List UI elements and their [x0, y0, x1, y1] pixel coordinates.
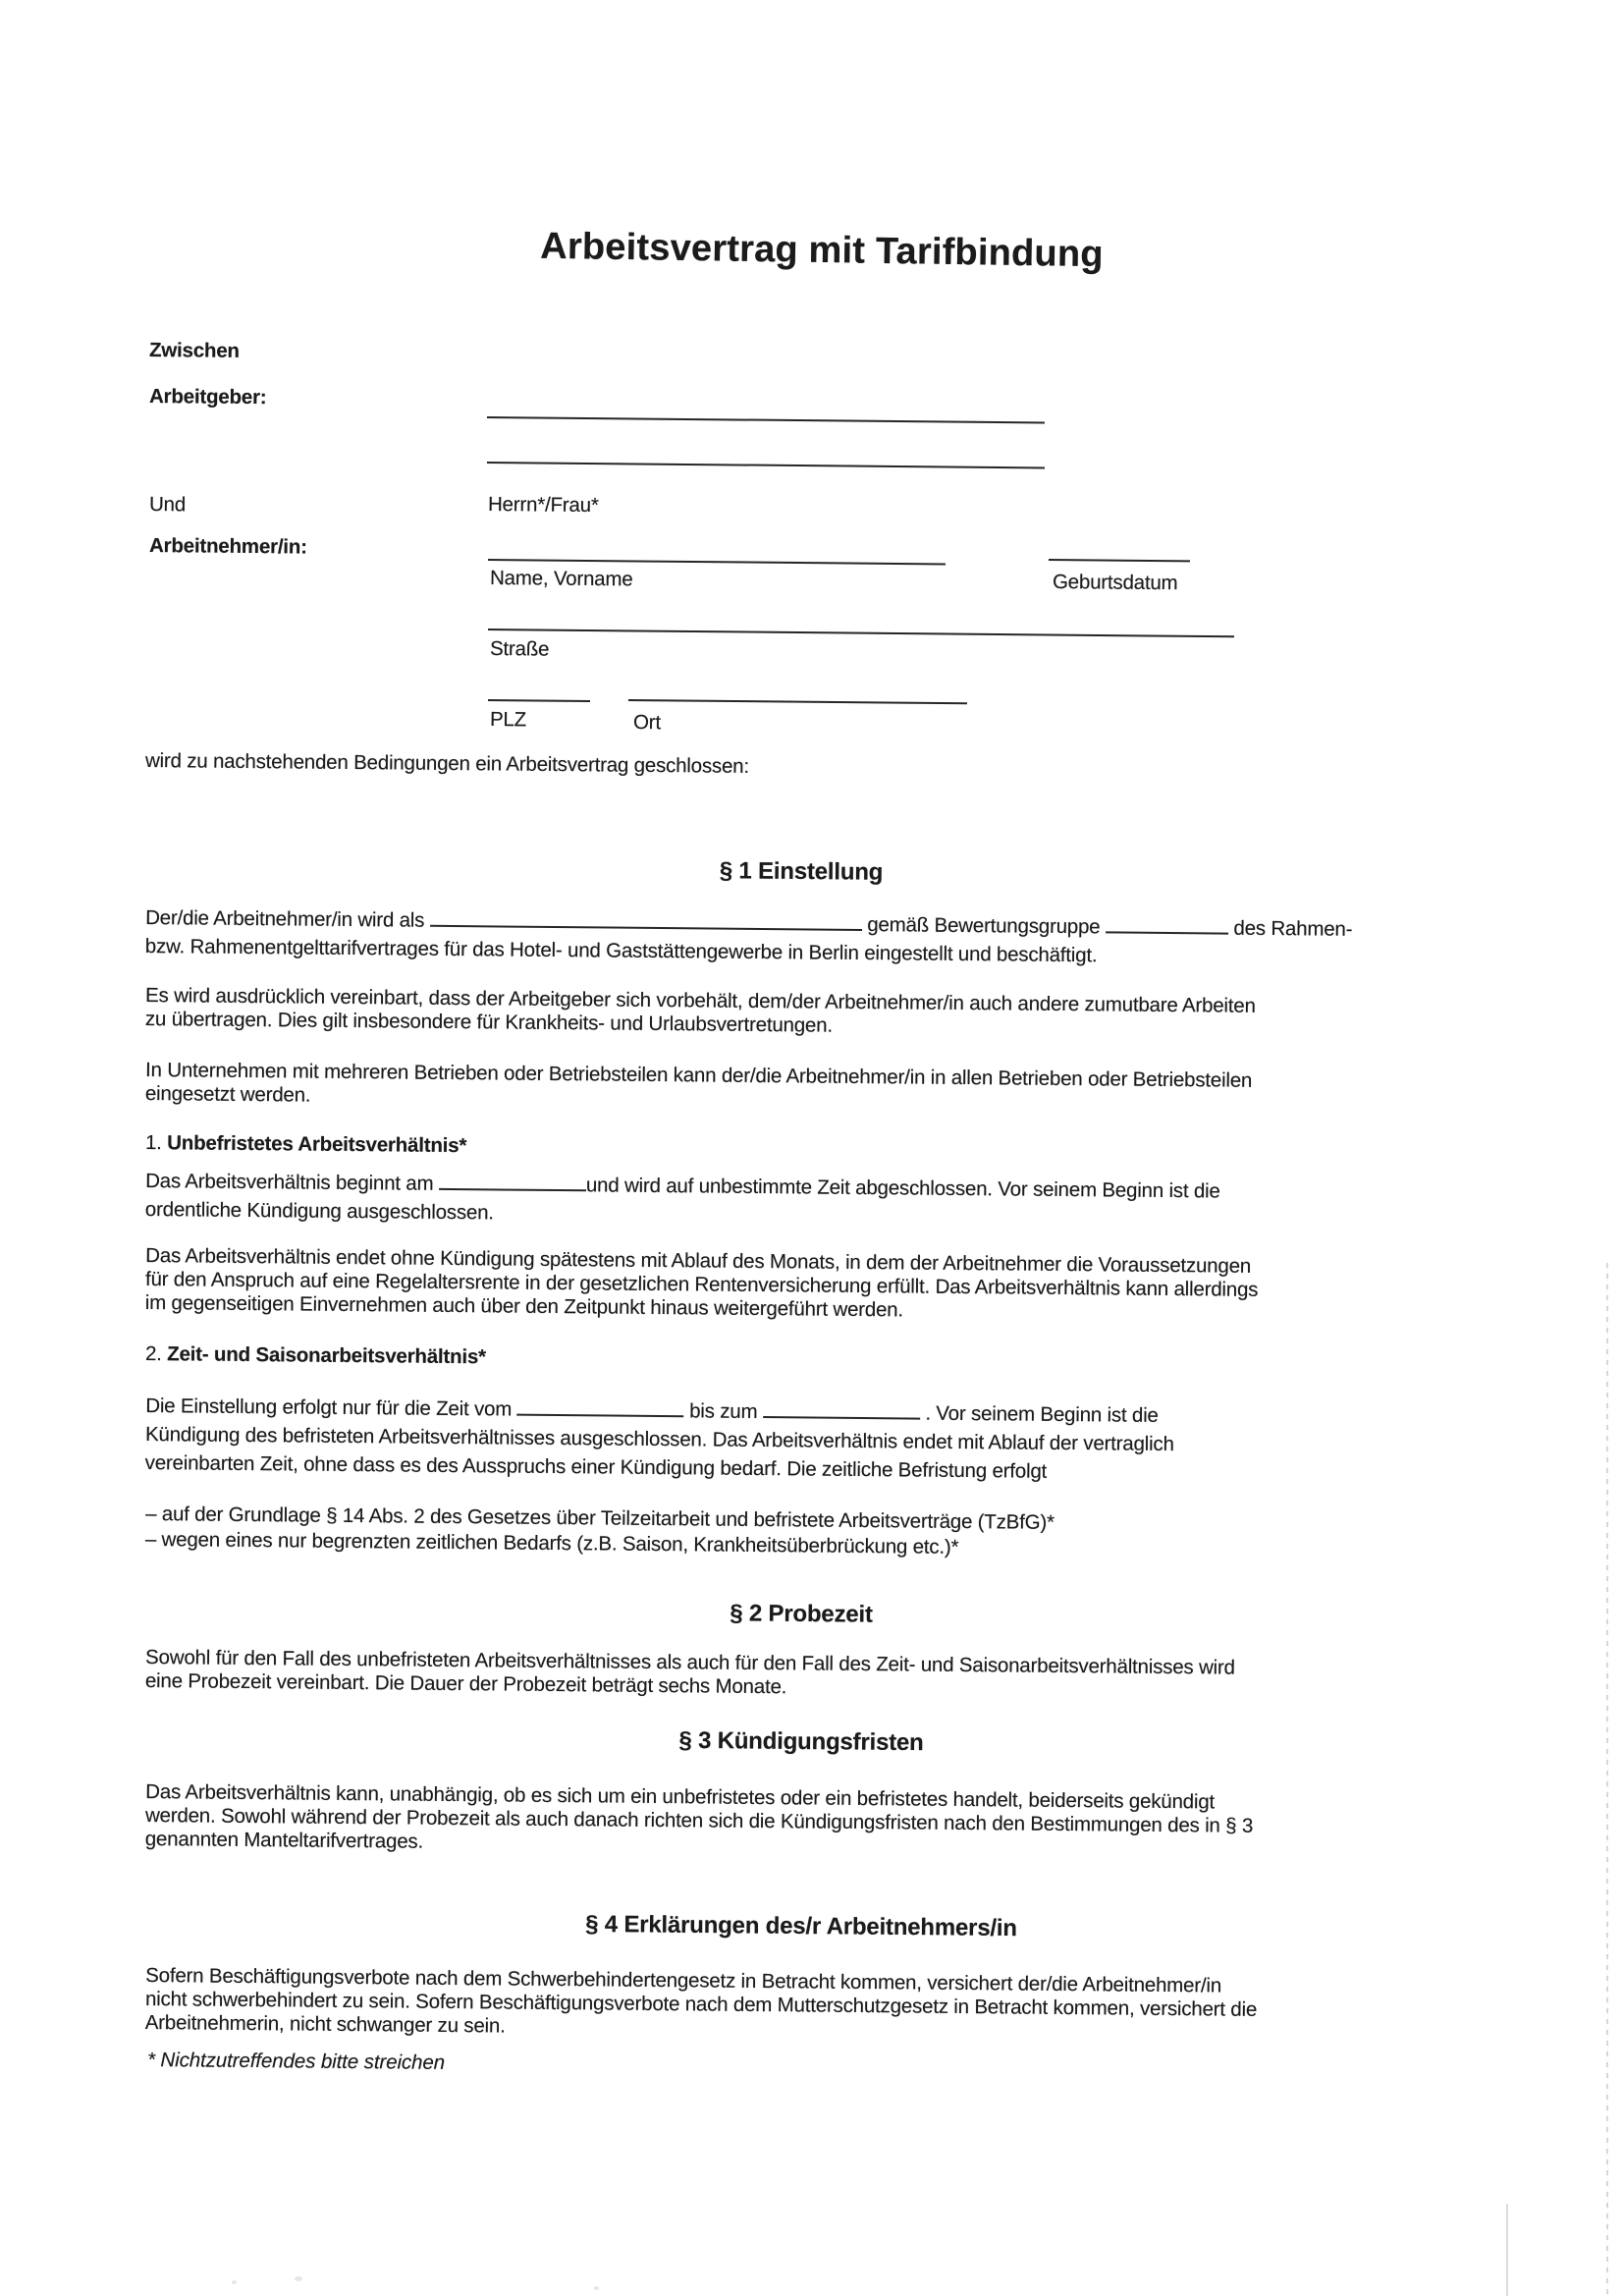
s1-paragraph-6	[145, 1392, 1521, 1490]
s1-fixed-term-basis-list: – auf der Grundlage § 14 Abs. 2 des Gesetzes über Teilzeitarbeit und befristete Arbeitsverträge (TzBfG)* – wegen eines nur begrenzten zeitlichen Bedarfs (z.B. Saison, Krankheitsüberbrückung etc.)*	[144, 1503, 1055, 1558]
section-3-heading: § 3 Kündigungsfristen	[678, 1726, 924, 1757]
section-1-heading: § 1 Einstellung	[719, 857, 884, 886]
plz-field-label: PLZ	[489, 708, 527, 732]
scan-speck	[594, 2286, 599, 2290]
scan-speck	[232, 2280, 237, 2284]
employee-label: Arbeitnehmer/in:	[148, 534, 307, 559]
s1-p6-line3: vereinbarten Zeit, ohne dass es des Ausspruchs einer Kündigung bedarf. Die zeitliche Befristung erfolgt	[144, 1450, 1048, 1483]
ort-field-label: Ort	[632, 711, 661, 735]
s1-paragraph-2: Es wird ausdrücklich vereinbart, dass der Arbeitgeber sich vorbehält, dem/der Arbeitnehmer/in auch andere zumutbare Arbeiten zu übertragen. Dies gilt insbesondere für Krankheits- und Urlaubsvertretungen.	[144, 984, 1256, 1037]
subheading-fixed-term: 2. Zeit- und Saisonarbeitsverhältnis*	[144, 1342, 487, 1369]
s1-p1-line1: Der/die Arbeitnehmer/in wird als gemäß Bewertungsgruppe des Rahmen-	[145, 906, 1353, 941]
employer-line-1	[487, 416, 1045, 423]
grade-blank	[1106, 926, 1228, 934]
contract-title: Arbeitsvertrag mit Tarifbindung	[540, 225, 1105, 276]
s1-paragraph-5: Das Arbeitsverhältnis endet ohne Kündigung spätestens mit Ablauf des Monats, in dem der Arbeitnehmer die Voraussetzungen für den Anspruch auf eine Regelaltersrente in der gesetzlichen Rentenversicherung erfüllt. Das Arbeitsverhältnis kann allerdings im gegenseitigen Einvernehmen auch über den Zeitpunkt hinaus weitergeführt werden.	[144, 1244, 1259, 1322]
s1-p4-line1: Das Arbeitsverhältnis beginnt am und wird auf unbestimmte Zeit abgeschlossen. Vor seinem Beginn ist die	[145, 1170, 1220, 1203]
ort-field-line	[628, 699, 967, 704]
name-field-label: Name, Vorname	[489, 567, 633, 591]
s1-p1-line2: bzw. Rahmenentgelttarifvertrages für das Hotel- und Gaststättengewerbe in Berlin eingestellt und beschäftigt.	[144, 934, 1098, 967]
street-field-line	[488, 629, 1234, 637]
birthdate-field-label: Geburtsdatum	[1052, 571, 1178, 595]
from-date-blank	[517, 1409, 684, 1418]
s3-paragraph-1: Das Arbeitsverhältnis kann, unabhängig, ob es sich um ein unbefristetes oder ein befristetes handelt, beiderseits gekündigt werden. Sowohl während der Probezeit als auch danach richten sich die Kündigungsfristen nach den Bestimmungen des in § 3 genannten Manteltarifvertrages.	[144, 1780, 1254, 1853]
s2-paragraph-1: Sowohl für den Fall des unbefristeten Arbeitsverhältnisses als auch für den Fall des Zeit- und Saisonarbeitsverhältnisses wird eine Probezeit vereinbart. Die Dauer der Probezeit beträgt sechs Monate.	[144, 1646, 1235, 1699]
between-label: Zwischen	[148, 339, 240, 362]
section-4-heading: § 4 Erklärungen des/r Arbeitnehmers/in	[585, 1910, 1017, 1942]
plz-field-line	[488, 699, 590, 702]
s1-paragraph-1	[145, 903, 1520, 973]
name-field-line	[488, 559, 946, 565]
scan-speck	[295, 2276, 302, 2281]
footnote-text: * Nichtzutreffendes bitte streichen	[146, 2049, 446, 2074]
to-date-blank	[763, 1411, 920, 1420]
section-2-heading: § 2 Probezeit	[730, 1600, 873, 1628]
street-field-label: Straße	[489, 637, 550, 661]
employer-line-2	[487, 462, 1045, 468]
preamble-text: wird zu nachstehenden Bedingungen ein Arbeitsvertrag geschlossen:	[144, 749, 750, 778]
s1-paragraph-4	[145, 1167, 1520, 1236]
s1-p4-line2: ordentliche Kündigung ausgeschlossen.	[144, 1197, 494, 1225]
employer-label: Arbeitgeber:	[148, 385, 267, 410]
s1-p6-line2: Kündigung des befristeten Arbeitsverhältnisses ausgeschlossen. Das Arbeitsverhältnis endet mit Ablauf der vertraglich	[144, 1423, 1174, 1456]
s1-paragraph-3: In Unternehmen mit mehreren Betrieben oder Betriebsteilen kann der/die Arbeitnehmer/in in allen Betrieben oder Betriebsteilen eingesetzt werden.	[144, 1059, 1253, 1107]
s4-paragraph-1: Sofern Beschäftigungsverbote nach dem Schwerbehindertengesetz in Betracht kommen, versichert der/die Arbeitnehmer/in nicht schwerbehindert zu sein. Sofern Beschäftigungsverbote nach dem Mutterschutzgesetz in Betracht kommen, versichert die Arbeitnehmerin, nicht schwanger zu sein.	[144, 1964, 1258, 2038]
scan-streak-bottom	[1506, 2204, 1508, 2296]
salutation-label: Herrn*/Frau*	[487, 493, 599, 518]
birthdate-field-line	[1049, 559, 1190, 562]
begin-date-blank	[439, 1183, 586, 1191]
s1-p6-line1: Die Einstellung erfolgt nur für die Zeit vom bis zum . Vor seinem Beginn ist die	[145, 1394, 1159, 1427]
and-label: Und	[148, 493, 187, 517]
role-blank	[430, 920, 862, 931]
subheading-unlimited: 1. Unbefristetes Arbeitsverhältnis*	[144, 1131, 467, 1158]
scan-streak-right	[1606, 1263, 1608, 2296]
